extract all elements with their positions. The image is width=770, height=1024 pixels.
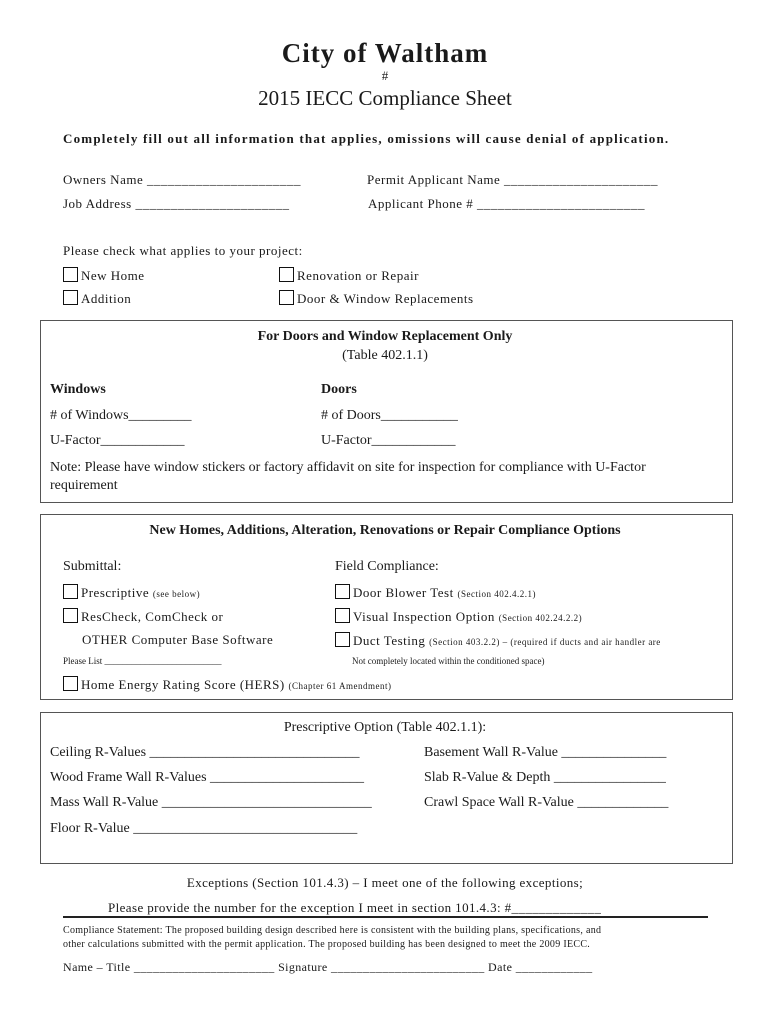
- checkbox-label: ResCheck, ComCheck or: [81, 609, 224, 624]
- compliance-statement-line-1: Compliance Statement: The proposed building design described here is consistent with the building plans, specifications, and: [63, 925, 602, 936]
- doors-heading: Doors: [321, 382, 357, 397]
- checkbox-door-blower[interactable]: [335, 584, 536, 601]
- hers-note: (Chapter 61 Amendment): [288, 681, 392, 691]
- checkbox-visual-inspection[interactable]: [335, 608, 582, 625]
- other-software-label: OTHER Computer Base Software: [82, 632, 274, 647]
- checkbox-rescheck[interactable]: [63, 608, 223, 625]
- checkbox-label: Home Energy Rating Score (HERS): [81, 677, 285, 692]
- checkbox-box[interactable]: [335, 608, 350, 623]
- checkbox-box[interactable]: [279, 267, 294, 282]
- job-address-field[interactable]: Job Address ______________________: [63, 196, 290, 211]
- submittal-heading: Submittal:: [63, 559, 122, 574]
- please-list-field[interactable]: Please List __________________________: [63, 656, 222, 666]
- windows-u-factor-field[interactable]: U-Factor____________: [50, 433, 185, 448]
- exceptions-line: Exceptions (Section 101.4.3) – I meet one of the following exceptions;: [186, 875, 584, 890]
- checkbox-prescriptive[interactable]: [63, 584, 200, 601]
- doors-u-factor-field[interactable]: U-Factor____________: [321, 433, 456, 448]
- compliance-options-title: New Homes, Additions, Alteration, Renovations or Repair Compliance Options: [149, 523, 621, 538]
- compliance-options-section: [40, 514, 733, 700]
- checkbox-duct-testing[interactable]: [335, 632, 661, 649]
- checkbox-hers[interactable]: [63, 676, 391, 693]
- checkbox-box[interactable]: [279, 290, 294, 305]
- checkbox-label: Door Blower Test: [353, 585, 454, 600]
- prescriptive-note: (see below): [152, 589, 201, 599]
- permit-applicant-name-field[interactable]: Permit Applicant Name ______________________: [367, 172, 659, 187]
- page-title: City of Waltham: [281, 38, 489, 68]
- blower-note: (Section 402.4.2.1): [457, 589, 536, 599]
- checkbox-box[interactable]: [63, 290, 78, 305]
- owners-name-field[interactable]: Owners Name ______________________: [63, 172, 301, 187]
- doors-windows-title: For Doors and Window Replacement Only: [257, 329, 513, 344]
- checkbox-door-window[interactable]: [279, 290, 474, 307]
- duct-note-continued: Not completely located within the conditioned space): [352, 656, 545, 666]
- visual-note: (Section 402.24.2.2): [498, 613, 583, 623]
- checkbox-addition[interactable]: [63, 290, 131, 307]
- num-doors-field[interactable]: # of Doors___________: [321, 408, 458, 423]
- checkbox-box[interactable]: [63, 267, 78, 282]
- crawl-space-wall-field[interactable]: Crawl Space Wall R-Value _____________: [424, 795, 669, 810]
- mass-wall-field[interactable]: Mass Wall R-Value ______________________________: [50, 795, 372, 810]
- checkbox-box[interactable]: [63, 676, 78, 691]
- duct-note: (Section 403.2.2) – (required if ducts and air handler are: [429, 637, 661, 647]
- checkbox-label: Door & Window Replacements: [297, 291, 474, 306]
- field-compliance-heading: Field Compliance:: [335, 559, 439, 574]
- checkbox-box[interactable]: [63, 608, 78, 623]
- windows-heading: Windows: [50, 382, 106, 397]
- hash-mark: #: [381, 68, 389, 83]
- footer-divider: [63, 916, 708, 918]
- checkbox-renovation-repair[interactable]: [279, 267, 419, 284]
- checkbox-box[interactable]: [63, 584, 78, 599]
- project-prompt: Please check what applies to your project:: [63, 243, 303, 258]
- checkbox-label: Renovation or Repair: [297, 268, 419, 283]
- checkbox-label: Addition: [81, 291, 132, 306]
- checkbox-label: Visual Inspection Option: [353, 609, 495, 624]
- num-windows-field[interactable]: # of Windows_________: [50, 408, 192, 423]
- checkbox-box[interactable]: [335, 584, 350, 599]
- doors-windows-table-ref: (Table 402.1.1): [342, 348, 428, 363]
- page-subtitle: 2015 IECC Compliance Sheet: [258, 86, 512, 110]
- signature-line[interactable]: Name – Title ______________________ Signature ________________________ Date ____________: [63, 960, 593, 974]
- prescriptive-title: Prescriptive Option (Table 402.1.1):: [283, 720, 487, 735]
- compliance-statement-line-2: other calculations submitted with the permit application. The proposed building has been designed to meet the 2009 IECC.: [63, 939, 591, 950]
- applicant-phone-field[interactable]: Applicant Phone # ________________________: [368, 196, 646, 211]
- checkbox-box[interactable]: [335, 632, 350, 647]
- slab-r-value-field[interactable]: Slab R-Value & Depth ________________: [424, 770, 666, 785]
- checkbox-label: New Home: [81, 268, 145, 283]
- checkbox-label: Duct Testing: [353, 633, 426, 648]
- wood-frame-wall-field[interactable]: Wood Frame Wall R-Values ______________________: [50, 770, 365, 785]
- note-line-2: requirement: [50, 478, 118, 493]
- basement-wall-r-value-field[interactable]: Basement Wall R-Value _______________: [424, 745, 667, 760]
- exception-number-field[interactable]: Please provide the number for the exception I meet in section 101.4.3: #_____________: [108, 900, 602, 915]
- checkbox-label: Prescriptive: [81, 585, 150, 600]
- ceiling-r-value-field[interactable]: Ceiling R-Values ______________________________: [50, 745, 360, 760]
- note-line-1: Note: Please have window stickers or factory affidavit on site for inspection for compliance with U-Factor: [50, 460, 646, 475]
- checkbox-new-home[interactable]: [63, 267, 145, 284]
- instructions-warning: Completely fill out all information that applies, omissions will cause denial of application.: [63, 131, 670, 146]
- floor-r-value-field[interactable]: Floor R-Value ________________________________: [50, 821, 358, 836]
